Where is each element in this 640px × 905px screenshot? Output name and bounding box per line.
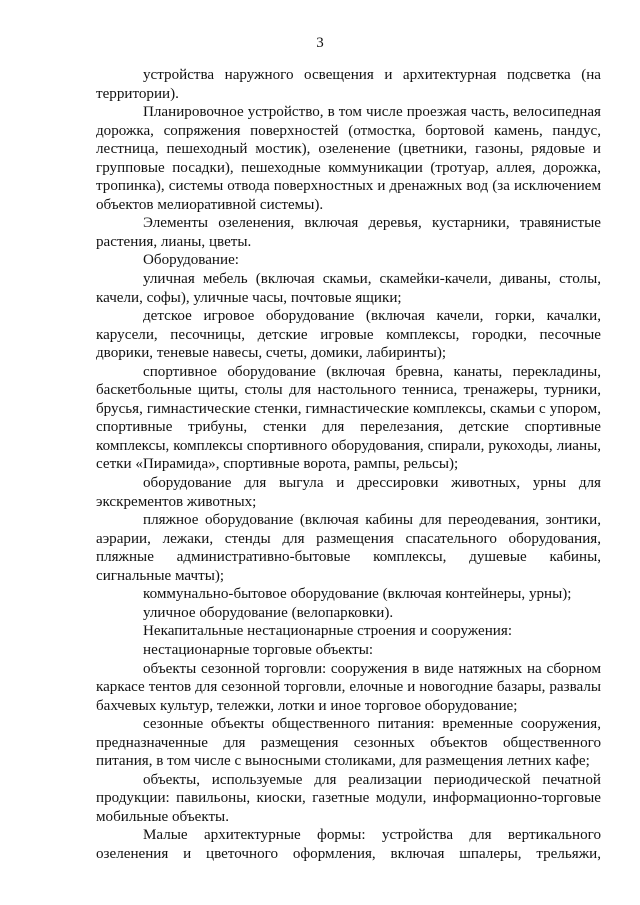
paragraph-greening: Элементы озеленения, включая деревья, кустарники, травянистые растения, лианы, цветы. bbox=[96, 215, 601, 250]
document-body bbox=[96, 66, 601, 864]
paragraph-utility-equipment: коммунально-бытовое оборудование (включая контейнеры, урны); bbox=[143, 586, 572, 603]
paragraph-playground-equipment: детское игровое оборудование (включая качели, горки, качалки, карусели, песочницы, детские игровые комплексы, городки, песочные дворики, теневые навесы, счеты, домики, лабиринты); bbox=[96, 308, 601, 362]
paragraph-planning: Планировочное устройство, в том числе проезжая часть, велосипедная дорожка, сопряжения поверхностей (отмостка, бортовой камень, пандус, лестница, пешеходный мостик), озеленение (цветники, газоны, рядовые и групповые посадки), пешеходные коммуникации (тротуар, аллея, дорожка, тропинка), системы отвода поверхностных и дренажных вод (за исключением объектов мелиоративной системы). bbox=[96, 104, 601, 213]
paragraph-press-objects: объекты, используемые для реализации периодической печатной продукции: павильоны, киоски, газетные модули, информационно-торговые мобильные объекты. bbox=[96, 771, 601, 825]
paragraph-lighting: устройства наружного освещения и архитектурная подсветка (на территории). bbox=[96, 67, 601, 102]
paragraph-seasonal-trade: объекты сезонной торговли: сооружения в виде натяжных на сборном каркасе тентов для сезонной торговли, елочные и новогодние базары, развалы бахчевых культур, тележки, лотки и иное торговое оборудование; bbox=[96, 660, 601, 714]
paragraph-sports-equipment: спортивное оборудование (включая бревна, канаты, перекладины, баскетбольные щиты, столы для настольного тенниса, тренажеры, турники, брусья, гимнастические стенки, гимнастические комплексы, скамьи с упором, спортивные трибуны, стенки для перелезания, детские спортивные комплексы, комплексы спортивного оборудования, спирали, рукоходы, лианы, сетки «Пирамида», спортивные ворота, рампы, рельсы); bbox=[96, 363, 601, 473]
paragraph-animal-equipment: оборудование для выгула и дрессировки животных, урны для экскрементов животных; bbox=[96, 475, 601, 510]
page-number: 3 bbox=[316, 35, 324, 51]
paragraph-equipment-heading: Оборудование: bbox=[143, 252, 239, 269]
paragraph-street-furniture: уличная мебель (включая скамьи, скамейки-качели, диваны, столы, качели, софы), уличные часы, почтовые ящики; bbox=[96, 271, 601, 306]
paragraph-trade-objects: нестационарные торговые объекты: bbox=[143, 641, 374, 658]
paragraph-beach-equipment: пляжное оборудование (включая кабины для переодевания, зонтики, аэрарии, лежаки, стенды для размещения спасательного оборудования, пляжные административно-бытовые комплексы, душевые кабины, сигнальные мачты); bbox=[96, 512, 601, 584]
paragraph-small-architectural-forms: Малые архитектурные формы: устройства для вертикального озеленения и цветочного оформления, включая шпалеры, трельяжи, bbox=[96, 827, 601, 862]
paragraph-seasonal-catering: сезонные объекты общественного питания: временные сооружения, предназначенные для размещения сезонных объектов общественного питания, в том числе с выносными столиками, для размещения летних кафе; bbox=[96, 716, 601, 770]
paragraph-street-equipment: уличное оборудование (велопарковки). bbox=[143, 604, 394, 621]
paragraph-temporary-structures: Некапитальные нестационарные строения и сооружения: bbox=[143, 623, 513, 640]
